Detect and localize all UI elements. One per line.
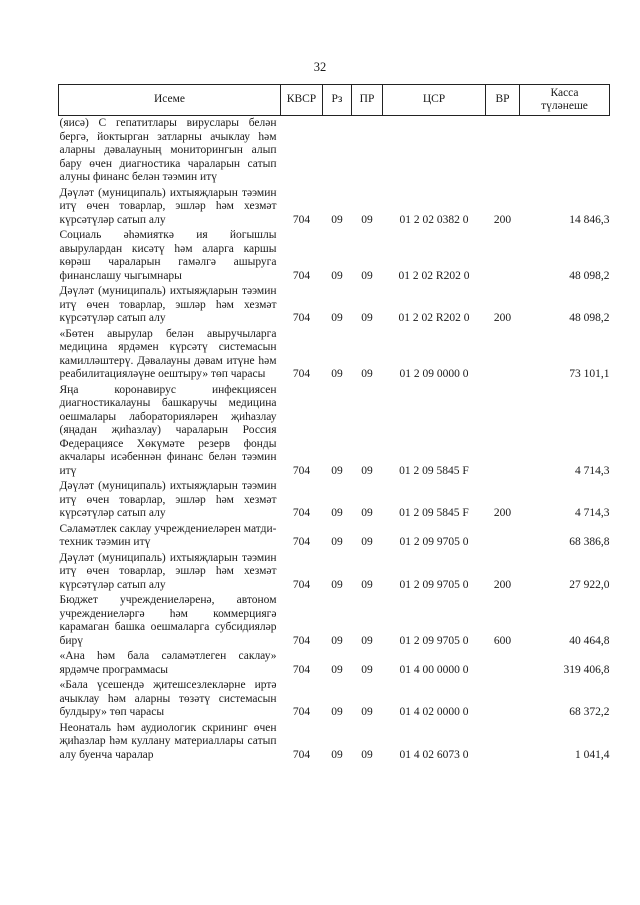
row-name: Дәүләт (муниципаль) ихтыяҗларын тәэмин итү өчен товарлар, эшләр һәм хезмәт күрсәтүләр сатып алу <box>59 186 277 226</box>
row-rz: 09 <box>331 663 343 676</box>
row-csr <box>383 116 486 186</box>
row-vr <box>486 649 520 678</box>
row-kvsr: 704 <box>292 634 311 647</box>
row-pr: 09 <box>361 634 373 647</box>
row-name: Неонаталь һәм аудиологик скрининг өчен җиһазлар һәм куллану материаллары сатып алу буенча чаралар <box>59 721 277 761</box>
row-amount: 319 406,8 <box>563 663 610 676</box>
row-amount: 48 098,2 <box>569 269 610 282</box>
row-vr <box>486 721 520 764</box>
table-row <box>59 721 610 764</box>
row-csr: 01 4 02 6073 0 <box>399 748 469 761</box>
header-name: Исеме <box>59 85 281 116</box>
row-vr <box>486 327 520 383</box>
row-rz: 09 <box>331 507 343 519</box>
row-pr: 09 <box>361 269 373 282</box>
row-rz: 09 <box>331 312 343 324</box>
row-pr: 09 <box>361 464 373 477</box>
row-vr: 600 <box>493 634 512 647</box>
row-amount: 73 101,1 <box>569 368 610 380</box>
row-vr <box>486 383 520 480</box>
row-pr <box>352 116 383 186</box>
table-row <box>59 479 610 522</box>
table-row <box>59 284 610 327</box>
row-kvsr: 704 <box>292 578 311 591</box>
row-rz: 09 <box>331 536 343 548</box>
row-csr: 01 2 09 9705 0 <box>399 578 469 591</box>
row-csr: 01 2 02 R202 0 <box>398 269 470 282</box>
row-name: Дәүләт (муниципаль) ихтыяҗларын тәэмин итү өчен товарлар, эшләр һәм хезмәт күрсәтүләр сатып алу <box>59 480 277 519</box>
row-amount: 68 372,2 <box>569 706 610 718</box>
row-rz: 09 <box>331 464 343 477</box>
row-csr: 01 2 09 9705 0 <box>399 634 469 647</box>
row-kvsr: 704 <box>292 368 311 380</box>
row-name: «Ана һәм бала сәламәтлеген саклау» ярдәмче программасы <box>59 650 277 676</box>
header-kassa-line1: Касса <box>550 87 579 99</box>
row-rz <box>323 116 352 186</box>
row-rz: 09 <box>331 748 343 761</box>
row-name: Социаль әһәмияткә ия йогышлы авырулардан кисәтү һәм аларга каршы көрәш чараларын гамәлгә ашыруга финанслашу чыгымнары <box>59 229 277 282</box>
row-csr: 01 2 09 5845 F <box>399 464 469 477</box>
table-header-row <box>59 85 610 116</box>
row-amount: 14 846,3 <box>569 213 610 226</box>
row-csr: 01 2 02 0382 0 <box>399 213 469 226</box>
row-kvsr: 704 <box>292 312 311 324</box>
row-kvsr: 704 <box>292 706 311 718</box>
row-kvsr: 704 <box>292 507 311 519</box>
header-kvsr: КВСР <box>281 85 323 116</box>
row-name: Дәүләт (муниципаль) ихтыяҗларын тәэмин итү өчен товарлар, эшләр һәм хезмәт күрсәтүләр сатып алу <box>59 551 277 591</box>
row-vr <box>486 678 520 721</box>
row-name: Сәламәтлек саклау учреждениеләрен матди-техник тәэмин итү <box>59 522 277 548</box>
table-row <box>59 551 610 594</box>
table-row <box>59 383 610 480</box>
header-kassa-line2: түләнеше <box>541 100 588 112</box>
row-name: Дәүләт (муниципаль) ихтыяҗларын тәэмин итү өчен товарлар, эшләр һәм хезмәт күрсәтүләр сатып алу <box>59 285 277 324</box>
row-amount: 48 098,2 <box>569 312 610 324</box>
row-csr: 01 2 02 R202 0 <box>398 312 470 324</box>
row-rz: 09 <box>331 368 343 380</box>
row-amount: 4 714,3 <box>575 464 610 477</box>
row-vr <box>486 228 520 284</box>
row-kvsr: 704 <box>292 663 311 676</box>
row-rz: 09 <box>331 213 343 226</box>
row-amount <box>520 116 610 186</box>
header-vr: ВР <box>486 85 520 116</box>
table-row <box>59 678 610 721</box>
table-row <box>59 228 610 284</box>
table-row <box>59 593 610 649</box>
row-csr: 01 4 02 0000 0 <box>399 706 469 718</box>
row-csr: 01 2 09 0000 0 <box>399 368 469 380</box>
row-amount: 27 922,0 <box>569 578 610 591</box>
row-csr: 01 2 09 5845 F <box>399 507 469 519</box>
row-rz: 09 <box>331 634 343 647</box>
header-kassa <box>520 85 610 116</box>
row-kvsr: 704 <box>292 213 311 226</box>
row-name: (яисә) С гепатитлары вируслары белән бергә, йоктырган затларны ачыклау һәм аларны дәвалауның мониторингын алып бару өчен диагностика чараларын сатып алуны финанс белән тәэмин итү <box>59 117 277 183</box>
row-pr: 09 <box>361 578 373 591</box>
table-row <box>59 186 610 229</box>
table-row <box>59 327 610 383</box>
header-pr: ПР <box>352 85 383 116</box>
row-vr <box>486 116 520 186</box>
row-name: Яңа коронавирус инфекциясен диагностикалауны башкаручы медицина оешмалары лабораторияләрен җиһазлау (яңадан җиһазлау) чараларын Россия Федерациясе Хөкүмәте резерв фонды акчалары исәбеннән финанс белән тәэмин итү <box>59 383 277 477</box>
row-vr: 200 <box>493 213 512 226</box>
row-pr: 09 <box>361 663 373 676</box>
row-name: Бюджет учреждениеләренә, автоном учреждениеләргә һәм коммерциягә карамаган башка оешмаларга субсидияләр бирү <box>59 594 277 647</box>
row-pr: 09 <box>361 536 373 548</box>
row-pr: 09 <box>361 748 373 761</box>
header-csr: ЦСР <box>383 85 486 116</box>
row-kvsr: 704 <box>292 464 311 477</box>
budget-table <box>58 84 610 763</box>
row-vr: 200 <box>493 507 512 519</box>
row-amount: 40 464,8 <box>569 634 610 647</box>
table-row <box>59 522 610 551</box>
row-rz: 09 <box>331 578 343 591</box>
row-rz: 09 <box>331 269 343 282</box>
row-kvsr: 704 <box>292 269 311 282</box>
row-pr: 09 <box>361 213 373 226</box>
row-csr: 01 2 09 9705 0 <box>399 536 469 548</box>
row-vr <box>486 522 520 551</box>
row-rz: 09 <box>331 706 343 718</box>
row-pr: 09 <box>361 312 373 324</box>
row-vr: 200 <box>493 578 512 591</box>
row-amount: 1 041,4 <box>575 748 610 761</box>
row-amount: 68 386,8 <box>569 536 610 548</box>
table-row <box>59 116 610 186</box>
row-pr: 09 <box>361 706 373 718</box>
row-name: «Бала үсешендә җитешсезлекләрне иртә ачыклау һәм аларны төзәтү системасын булдыру» төп чарасы <box>59 679 277 718</box>
row-kvsr <box>281 116 323 186</box>
row-pr: 09 <box>361 368 373 380</box>
row-name: «Бөтен авырулар белән авыручыларга медицина ярдәмен күрсәтү системасын камилләштерү. Дәвалауны дәвам итүне һәм реабилитацияләүне оештыру» төп чарасы <box>59 327 277 380</box>
row-vr: 200 <box>493 312 512 324</box>
header-rz: Рз <box>323 85 352 116</box>
row-pr: 09 <box>361 507 373 519</box>
page-number: 32 <box>313 60 327 74</box>
row-kvsr: 704 <box>292 536 311 548</box>
row-amount: 4 714,3 <box>575 507 610 519</box>
table-row <box>59 649 610 678</box>
row-csr: 01 4 00 0000 0 <box>399 663 469 676</box>
row-kvsr: 704 <box>292 748 311 761</box>
